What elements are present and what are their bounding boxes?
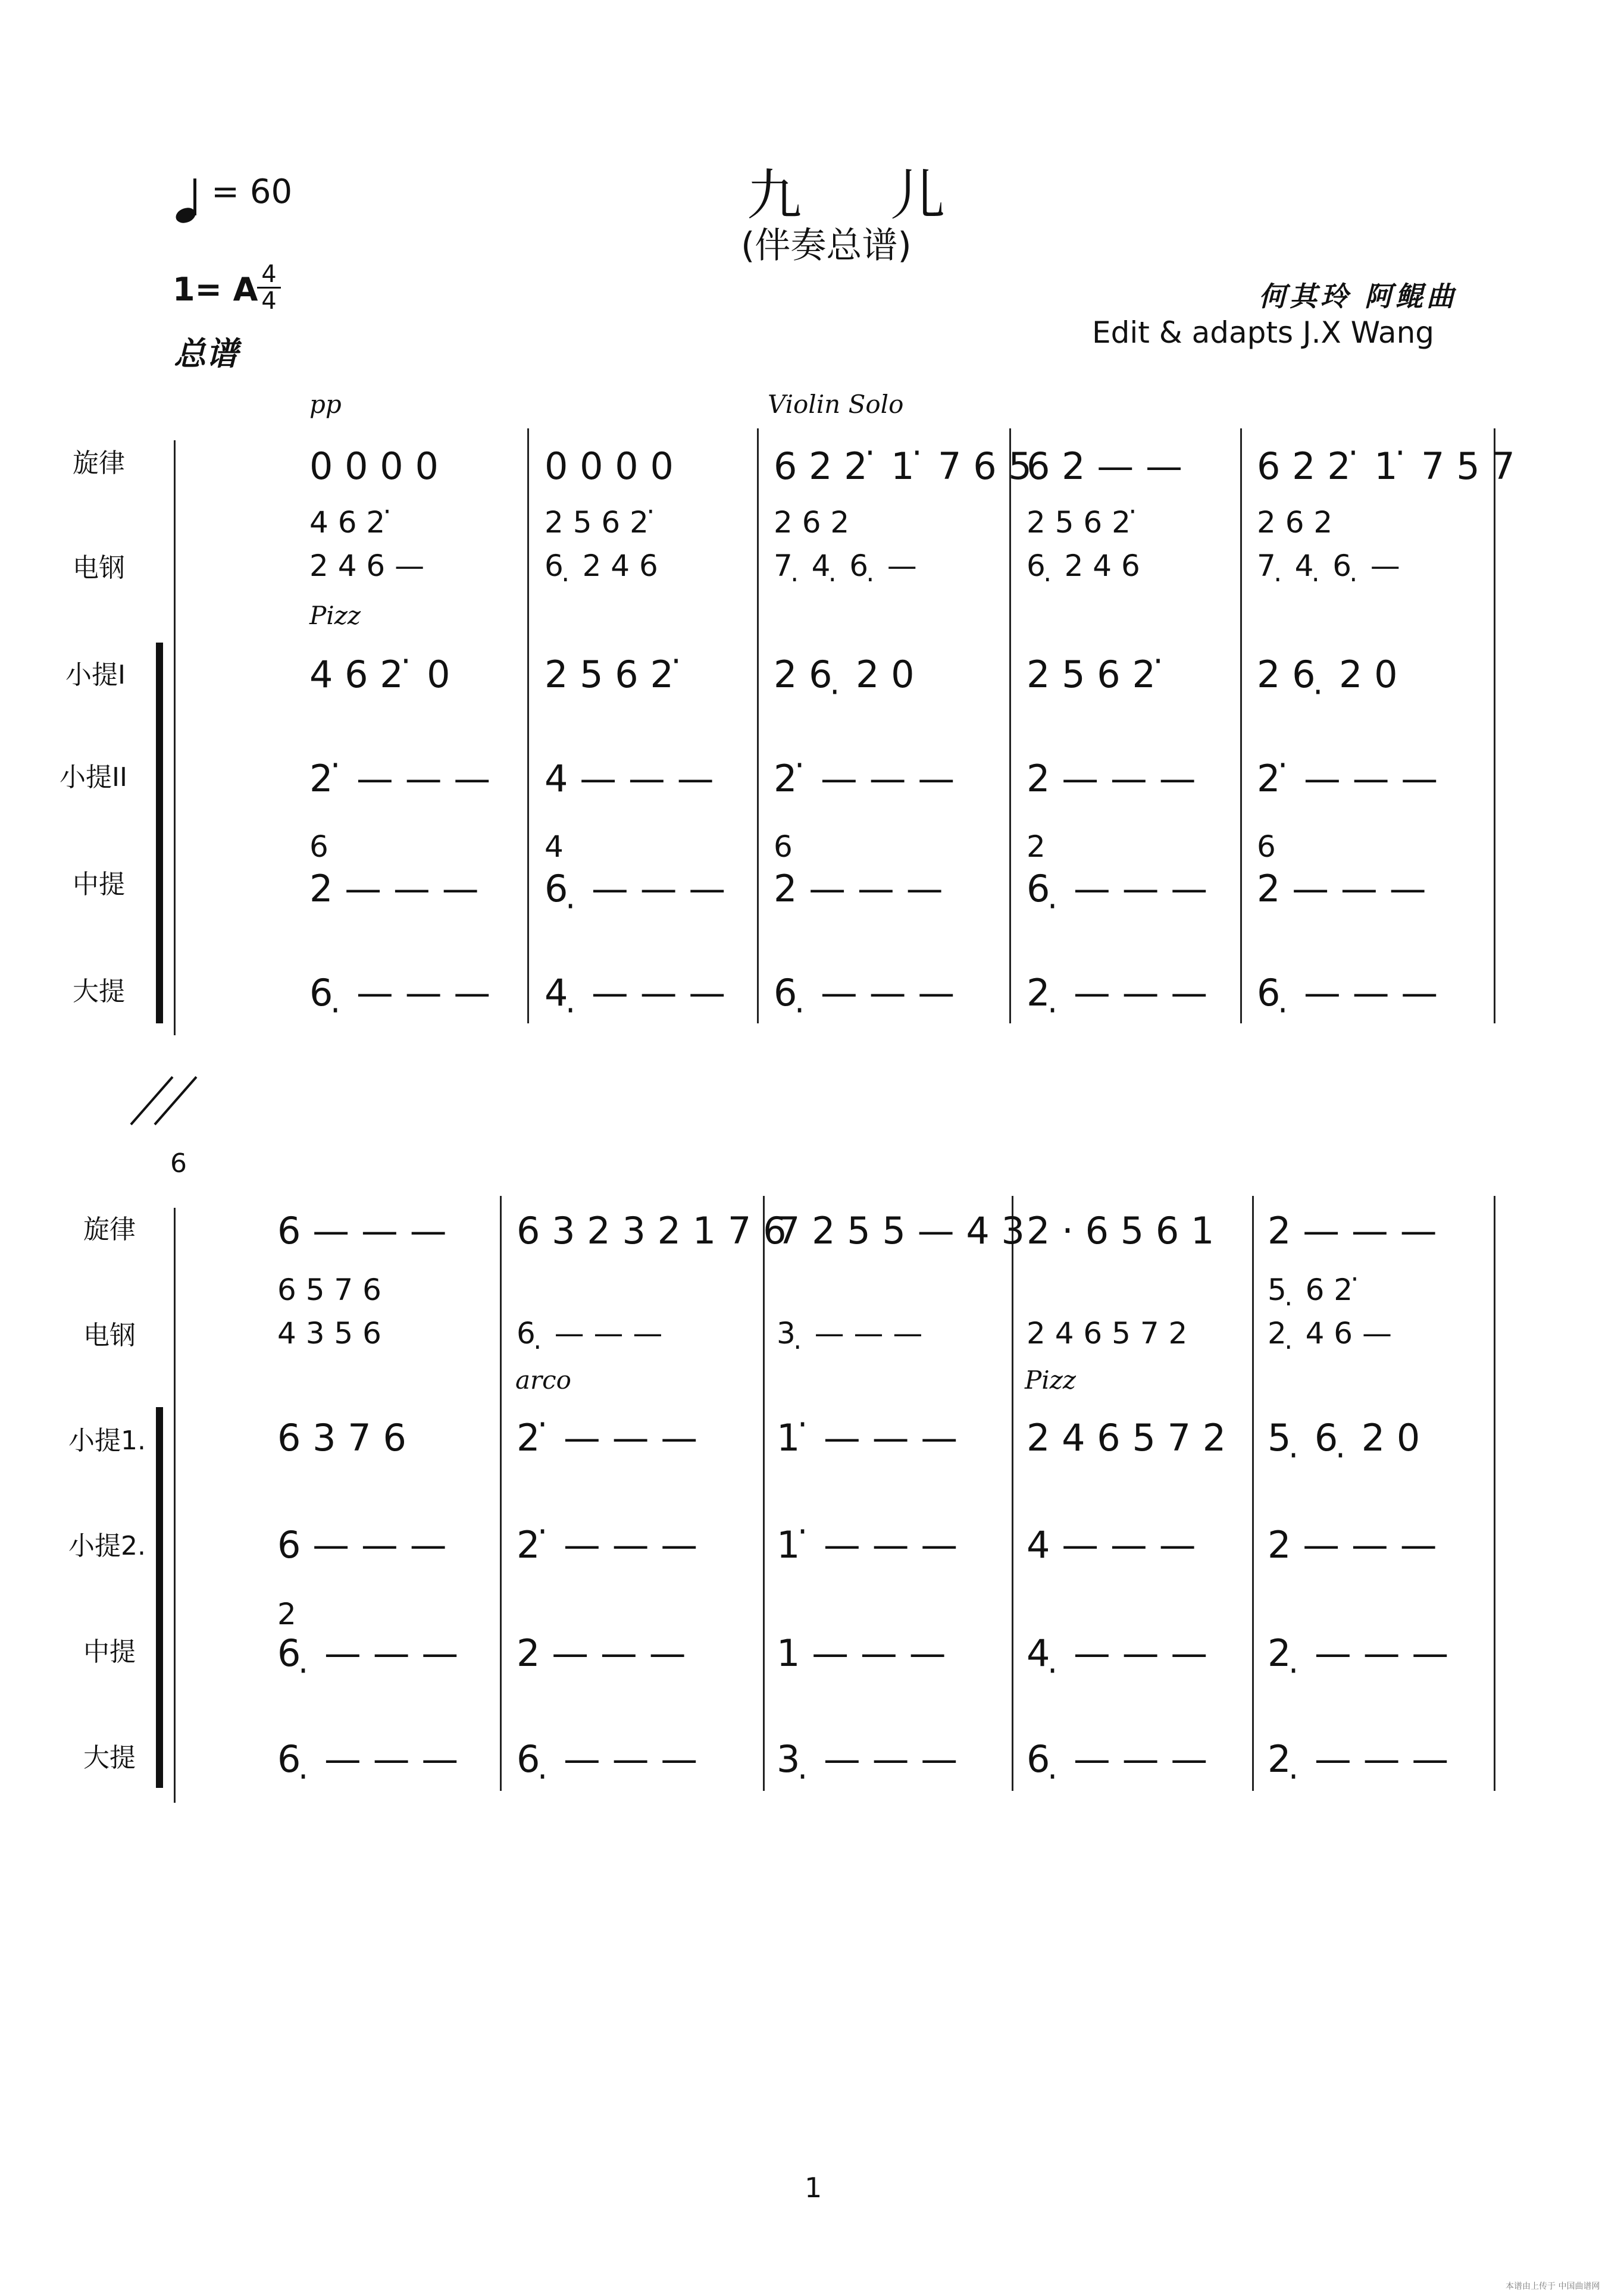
label-melody: 旋律	[73, 448, 125, 478]
note-violin2: 4 — — —	[545, 757, 714, 800]
page-number: 1	[805, 2172, 822, 2204]
note-cello: 6 ̣ — — —	[1257, 971, 1438, 1014]
note-violin2: 2 — — —	[1268, 1523, 1437, 1567]
note-cello: 2 ̣ — — —	[1268, 1737, 1449, 1781]
note-viola-top: 2	[277, 1597, 296, 1631]
pizz-marking: Pizz	[1025, 1365, 1076, 1395]
note-viola-bottom: 2 — — —	[517, 1631, 686, 1675]
composer-credit: 何其玲 阿鲲曲	[1259, 280, 1458, 312]
note-melody: 6 2 2 ̇ 1 ̇ 7 5 7	[1257, 444, 1515, 488]
note-cello: 6 ̣ — — —	[1027, 1737, 1208, 1781]
note-melody: 6 2 2 ̇ 1 ̇ 7 6 5	[774, 444, 1032, 488]
note-piano-bottom: 7 ̣ 4 ̣ 6 ̣ —	[1257, 549, 1400, 583]
note-viola-top: 2	[1027, 829, 1046, 864]
page-subtitle: (伴奏总谱)	[741, 225, 912, 267]
note-violin1: 5 ̣ 6 ̣ 2 0	[1268, 1416, 1420, 1459]
note-viola-bottom: 2 ̣ — — —	[1268, 1631, 1449, 1675]
note-melody: 2 · 6 5 6 1	[1027, 1209, 1215, 1252]
note-violin2: 1 ̇ — — —	[777, 1523, 958, 1567]
note-violin1: 2 4 6 5 7 2	[1027, 1416, 1226, 1459]
note-piano-bottom: 3 ̣ — — —	[777, 1316, 923, 1351]
label-melody: 旋律	[83, 1214, 136, 1245]
measure-number: 6	[170, 1148, 187, 1179]
note-piano-top: 6 5 7 6	[277, 1273, 381, 1307]
note-violin1: 2 6 ̣ 2 0	[774, 653, 915, 696]
label-viola: 中提	[83, 1637, 136, 1667]
note-piano-top: 4 6 2 ̇	[309, 505, 395, 540]
label-violin2: 小提2.	[68, 1531, 146, 1561]
note-violin1: 2 6 ̣ 2 0	[1257, 653, 1398, 696]
note-viola-top: 6	[1257, 829, 1276, 864]
editor-credit: Edit & adapts J.X Wang	[1092, 315, 1434, 350]
note-violin2: 2 ̇ — — —	[517, 1523, 698, 1567]
label-cello: 大提	[83, 1743, 136, 1773]
label-viola: 中提	[73, 869, 125, 900]
note-viola-bottom: 4 ̣ — — —	[1027, 1631, 1208, 1675]
time-top: 4	[261, 261, 277, 288]
note-violin2: 2 ̇ — — —	[309, 757, 491, 800]
note-violin1: 2 ̇ — — —	[517, 1416, 698, 1459]
label-piano: 电钢	[73, 553, 125, 583]
note-viola-bottom: 2 — — —	[774, 867, 943, 910]
note-cello: 2 ̣ — — —	[1027, 971, 1208, 1014]
note-violin2: 4 — — —	[1027, 1523, 1196, 1567]
note-violin1: 1 ̇ — — —	[777, 1416, 958, 1459]
note-viola-bottom: 6 ̣ — — —	[545, 867, 726, 910]
note-melody: 0 0 0 0	[545, 444, 674, 488]
note-violin2: 2 — — —	[1027, 757, 1196, 800]
note-piano-bottom: 6 ̣ — — —	[517, 1316, 663, 1351]
note-piano-top: 2 6 2	[1257, 505, 1333, 540]
key-signature: 1= A	[173, 271, 258, 308]
note-piano-bottom: 4 3 5 6	[277, 1316, 381, 1351]
note-violin2: 2 ̇ — — —	[774, 757, 955, 800]
note-piano-top: 2 6 2	[774, 505, 850, 540]
note-viola-top: 6	[774, 829, 793, 864]
note-melody: 7 2 5 5 — 4 3	[777, 1209, 1025, 1252]
note-piano-bottom: 6 ̣ 2 4 6	[1027, 549, 1140, 583]
note-violin1: 2 5 6 2 ̇	[545, 653, 686, 696]
note-cello: 6 ̣ — — —	[517, 1737, 698, 1781]
note-viola-bottom: 6 ̣ — — —	[1027, 867, 1208, 910]
note-piano-bottom: 7 ̣ 4 ̣ 6 ̣ —	[774, 549, 917, 583]
tempo-text: = 60	[211, 173, 293, 211]
note-viola-bottom: 1 — — —	[777, 1631, 946, 1675]
score-label: 总谱	[174, 335, 238, 372]
note-violin2: 2 ̇ — — —	[1257, 757, 1438, 800]
pizz-marking: Pizz	[309, 601, 361, 630]
note-cello: 3 ̣ — — —	[777, 1737, 958, 1781]
label-violin1: 小提I	[65, 660, 126, 690]
label-cello: 大提	[73, 976, 125, 1007]
note-violin1: 6 3 7 6	[277, 1416, 406, 1459]
note-piano-bottom: 2 4 6 5 7 2	[1027, 1316, 1188, 1351]
note-piano-top: 5 ̣ 6 2 ̇	[1268, 1273, 1363, 1307]
page-title: 九 儿	[747, 164, 981, 227]
note-viola-top: 4	[545, 829, 564, 864]
note-piano-bottom: 2 ̣ 4 6 —	[1268, 1316, 1393, 1351]
note-violin1: 4 6 2 ̇ 0	[309, 653, 450, 696]
note-piano-top: 2 5 6 2 ̇	[545, 505, 658, 540]
solo-marking: Violin Solo	[768, 390, 904, 419]
label-piano: 电钢	[83, 1320, 136, 1351]
time-bottom: 4	[257, 287, 281, 314]
note-cello: 6 ̣ — — —	[774, 971, 955, 1014]
note-violin1: 2 5 6 2 ̇	[1027, 653, 1168, 696]
note-viola-bottom: 2 — — —	[309, 867, 479, 910]
watermark: 本谱由上传于 中国曲谱网	[1506, 2282, 1600, 2291]
note-cello: 4 ̣ — — —	[545, 971, 726, 1014]
label-violin2: 小提II	[60, 762, 127, 793]
note-violin2: 6 — — —	[277, 1523, 447, 1567]
note-melody: 2 — — —	[1268, 1209, 1437, 1252]
note-viola-top: 6	[309, 829, 328, 864]
note-piano-bottom: 2 4 6 —	[309, 549, 425, 583]
dynamic-pp: pp	[309, 390, 342, 419]
note-melody: 6 — — —	[277, 1209, 447, 1252]
note-cello: 6 ̣ — — —	[277, 1737, 459, 1781]
note-piano-bottom: 6 ̣ 2 4 6	[545, 549, 658, 583]
note-melody: 6 3 2 3 2 1 7 6	[517, 1209, 787, 1252]
note-cello: 6 ̣ — — —	[309, 971, 491, 1014]
note-viola-bottom: 6 ̣ — — —	[277, 1631, 459, 1675]
label-violin1: 小提1.	[68, 1426, 146, 1456]
note-melody: 6 2 — —	[1027, 444, 1183, 488]
note-melody: 0 0 0 0	[309, 444, 439, 488]
arco-marking: arco	[515, 1365, 571, 1395]
note-piano-top: 2 5 6 2 ̇	[1027, 505, 1140, 540]
note-viola-bottom: 2 — — —	[1257, 867, 1426, 910]
